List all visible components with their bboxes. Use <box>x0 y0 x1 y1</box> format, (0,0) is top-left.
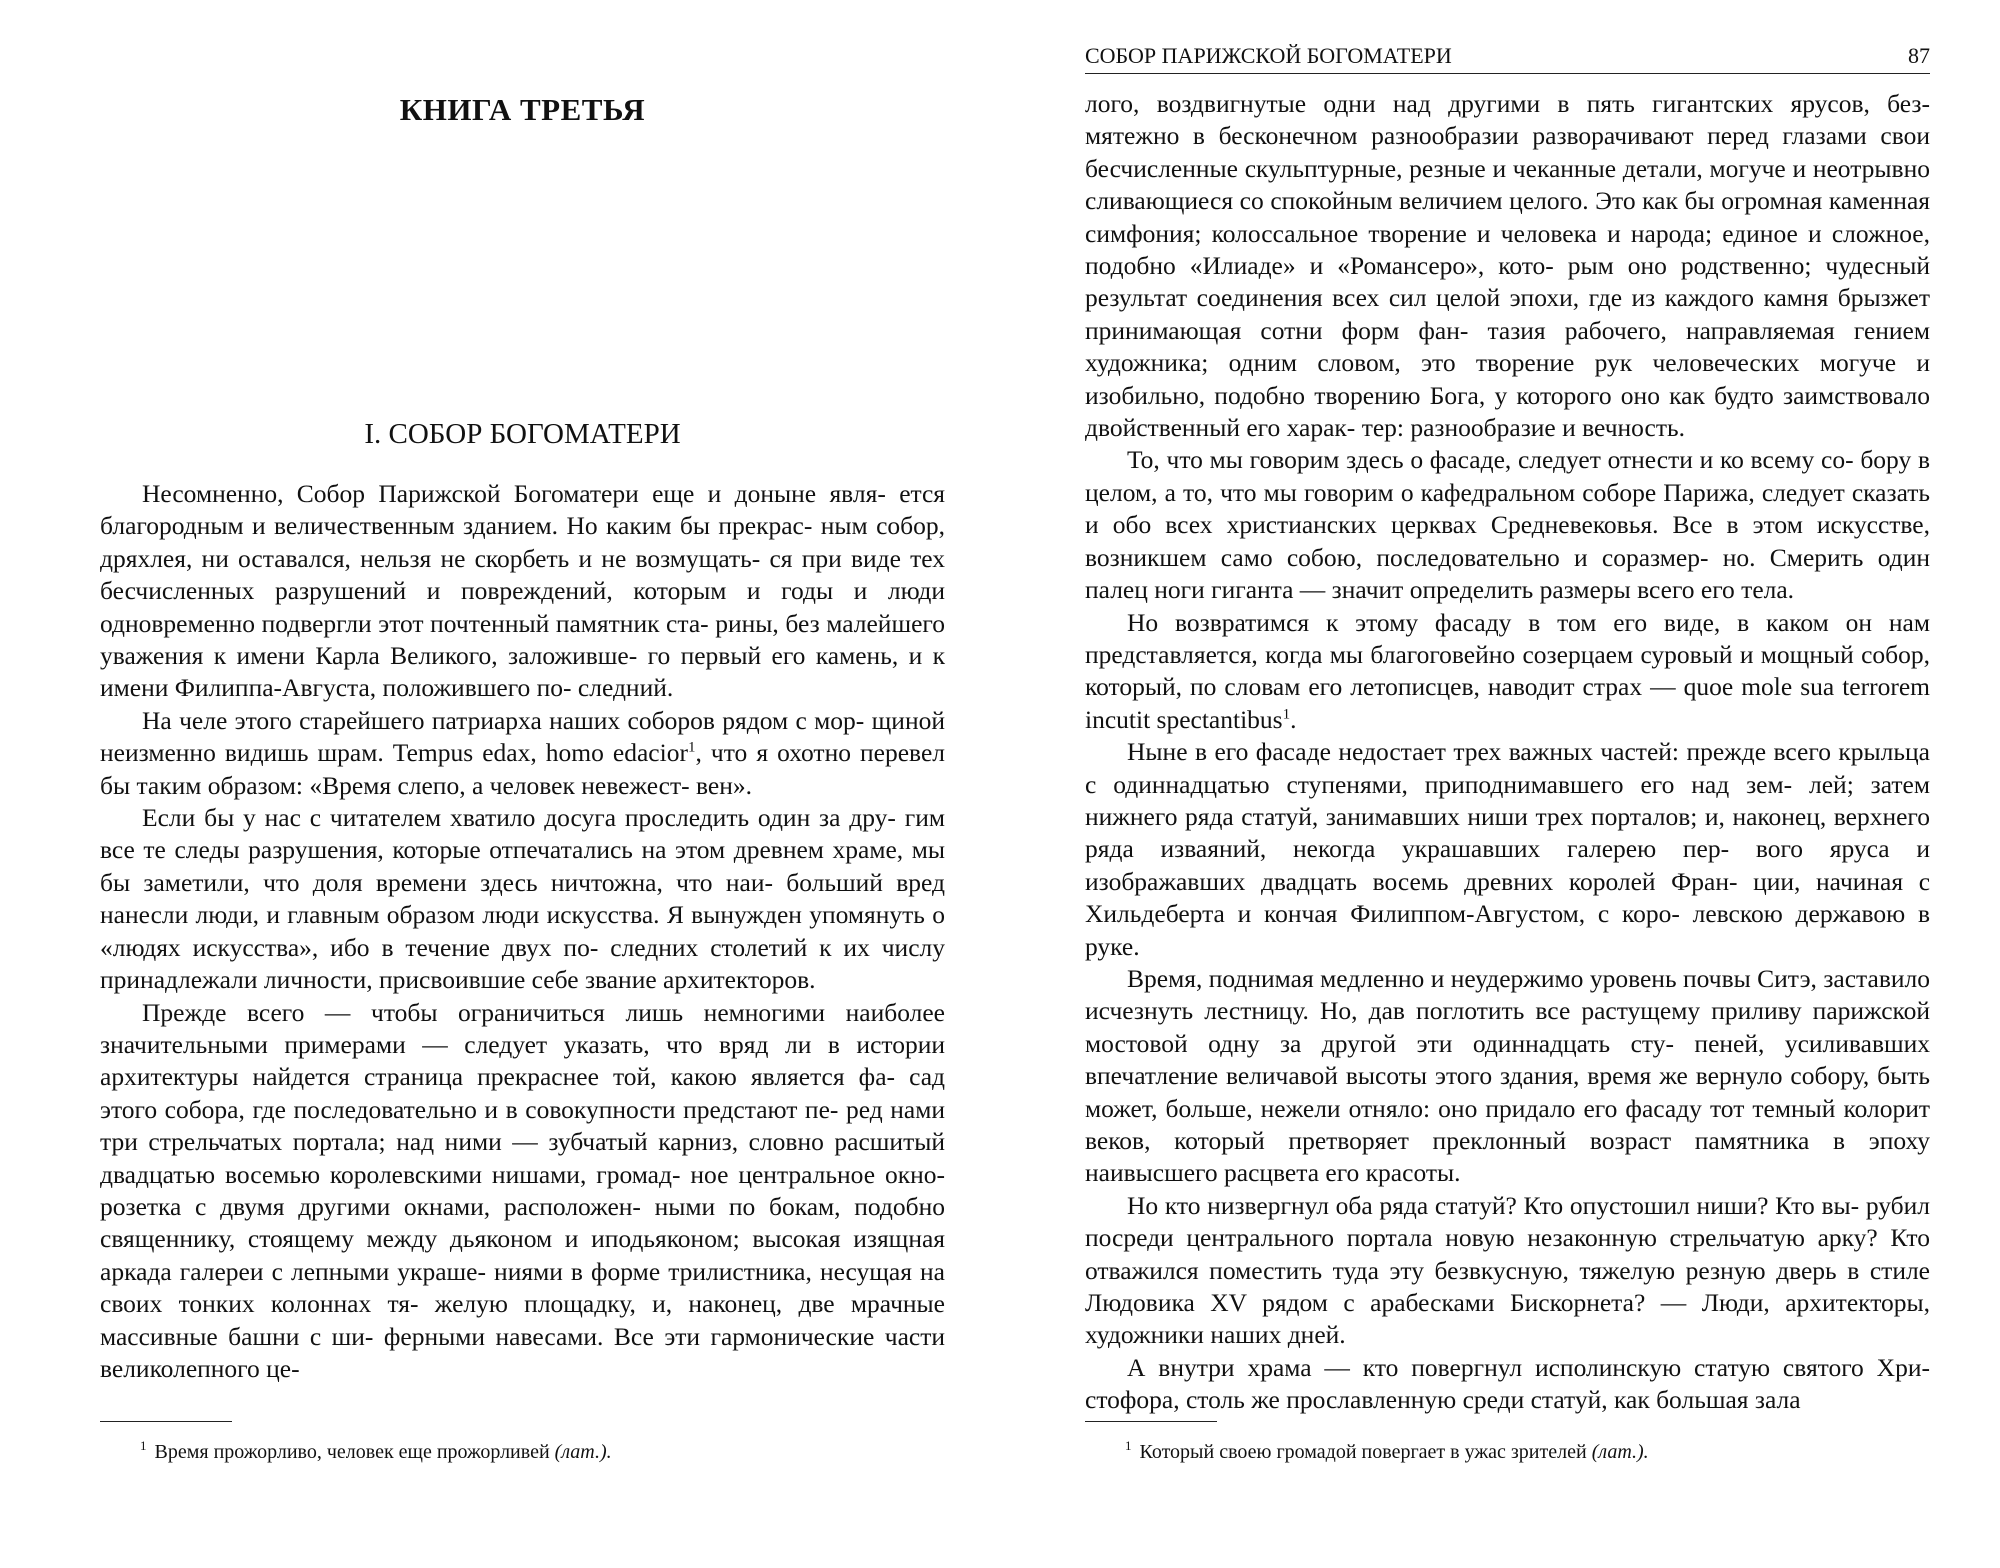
footnote-divider <box>100 1421 232 1422</box>
footnote-mark: 1 <box>140 1438 147 1454</box>
paragraph: Если бы у нас с читателем хватило досуга проследить один за дру- гим все те следы разрушения, которые отпечатались на этом древнем храме, мы бы заметили, что доля времени здесь ничтожна, что наи- больший вред нанесли люди, и главным образом люди искусства. Я вынужден упомянуть о «людях искусства», ибо в течение двух по- следних столетий к их числу принадлежали личности, присвоившие себе звание архитекторов. <box>100 803 946 995</box>
footnote-mark: 1 <box>1125 1438 1132 1454</box>
running-head-title: СОБОР ПАРИЖСКОЙ БОГОМАТЕРИ <box>1085 43 1452 68</box>
footnote-lang: (лат.). <box>1591 1441 1649 1463</box>
footnote-text: Который своею громадой повергает в ужас зрителей <box>1139 1441 1587 1463</box>
paragraph: Ныне в его фасаде недостает трех важных частей: прежде всего крыльца с одиннадцатью ступенями, приподнимавшего его над зем- лей; затем нижнего ряда статуй, занимавших ниши трех порталов; и, наконец, верхнего ряда изваяний, некогда украшавших галерею пер- вого яруса и изображавших двадцать восемь древних королей Фран- ции, начиная с Хильдеберта и кончая Филиппом-Августом, с коро- левскою державою в руке. <box>1085 737 1931 961</box>
chapter-title: I. СОБОР БОГОМАТЕРИ <box>364 418 681 450</box>
paragraph: Но кто низвергнул оба ряда статуй? Кто опустошил ниши? Кто вы- рубил посреди центрального портала новую незаконную стрельчатую арку? Кто отважился поместить туда эту безвкусную, тяжелую резную дверь в стиле Людовика XV рядом с арабесками Бискорнета? — Люди, архитекторы, художники наших дней. <box>1085 1190 1931 1350</box>
footnote-ref: 1 <box>1282 706 1291 723</box>
right-page <box>1000 0 2000 1568</box>
footnote-lang: (лат.). <box>554 1441 612 1463</box>
footnote-divider <box>1085 1421 1217 1422</box>
footnote-text: Время прожорливо, человек еще прожорливей <box>154 1441 550 1463</box>
paragraph: лого, воздвигнутые одни над другими в пять гигантских ярусов, без- мятежно в бесконечном разнообразии разворачивают перед глазами свои бесчисленные скульптурные, резные и чеканные детали, могуче и неотрывно сливающиеся со спокойным величием целого. Это как бы огромная каменная симфония; колоссальное творение и человека и народа; единое и сложное, подобно «Илиаде» и «Романсеро», кото- рым оно родственно; чудесный результат соединения всех сил целой эпохи, где из каждого камня брызжет принимающая сотни форм фан- тазия рабочего, направляемая гением художника; одним словом, это творение рук человеческих могуче и изобильно, подобно творению Бога, у которого оно как будто заимствовало двойственный его харак- тер: разнообразие и вечность. <box>1085 89 1931 443</box>
paragraph: То, что мы говорим здесь о фасаде, следует отнести и ко всему со- бору в целом, а то, что мы говорим о кафедральном соборе Парижа, следует сказать и обо всех христианских церквах Средневековья. Все в этом искусстве, возникшем само собою, последовательно и соразмер- но. Смерить один палец ноги гиганта — значит определить размеры всего его тела. <box>1085 445 1931 605</box>
book-title: КНИГА ТРЕТЬЯ <box>399 92 646 127</box>
paragraph: На челе этого старейшего патриарха наших соборов рядом с мор- щиной неизменно видишь шрам. Tempus edax, homo edacior$^1$, что я охотно перевел бы таким образом: «Время слепо, а человек невежест- вен». <box>100 705 945 800</box>
left-body-text <box>100 478 945 1385</box>
paragraph: Несомненно, Собор Парижской Богоматери еще и доныне явля- ется благородным и величественным зданием. Но каким бы прекрас- ным собор, дряхлея, ни оставался, нельзя не скорбеть и не возмущать- ся при виде тех бесчисленных разрушений и повреждений, которым и годы и люди одновременно подвергли этот почтенный памятник ста- рины, без малейшего уважения к имени Карла Великого, заложивше- го первый его камень, и к имени Филиппа-Августа, положившего по- следний. <box>100 479 946 703</box>
right-body-text <box>1085 88 1930 1417</box>
footnote-ref: 1 <box>687 739 696 756</box>
paragraph: А внутри храма — кто повергнул исполинскую статую святого Хри- стофора, столь же прославленную среди статуй, как большая зала <box>1085 1352 1930 1415</box>
page-number: 87 <box>1908 43 1930 68</box>
footnote <box>140 1439 612 1465</box>
footnote <box>1125 1439 1649 1465</box>
running-header <box>1085 43 1930 74</box>
paragraph: Но возвратимся к этому фасаду в том его виде, в каком он нам представляется, когда мы благоговейно созерцаем суровый и мощный собор, который, по словам его летописцев, наводит страх — quoe mole sua terrorem incutit spectantibus$^1$. <box>1085 607 1930 734</box>
paragraph: Прежде всего — чтобы ограничиться лишь немногими наиболее значительными примерами — следует указать, что вряд ли в истории архитектуры найдется страница прекраснее той, какою является фа- сад этого собора, где последовательно и в совокупности предстают пе- ред нами три стрельчатых портала; над ними — зубчатый карниз, словно расшитый двадцатью восемью королевскими нишами, громад- ное центральное окно-розетка с двумя другими окнами, расположен- ными по бокам, подобно священнику, стоящему между дьяконом и иподьяконом; высокая изящная аркада галереи с лепными украше- ниями в форме трилистника, несущая на своих тонких колоннах тя- желую площадку, и, наконец, две мрачные массивные башни с ши- ферными навесами. Все эти гармонические части великолепного це- <box>100 997 946 1383</box>
paragraph: Время, поднимая медленно и неудержимо уровень почвы Ситэ, заставило исчезнуть лестницу. Но, дав поглотить все растущему приливу парижской мостовой одну за другой эти одиннадцать сту- пеней, усиливавших впечатление величавой высоты этого здания, время же вернуло собору, быть может, больше, нежели отняло: оно придало его фасаду тот темный колорит веков, который претворяет преклонный возраст памятника в эпоху наивысшего расцвета его красоты. <box>1085 963 1931 1188</box>
